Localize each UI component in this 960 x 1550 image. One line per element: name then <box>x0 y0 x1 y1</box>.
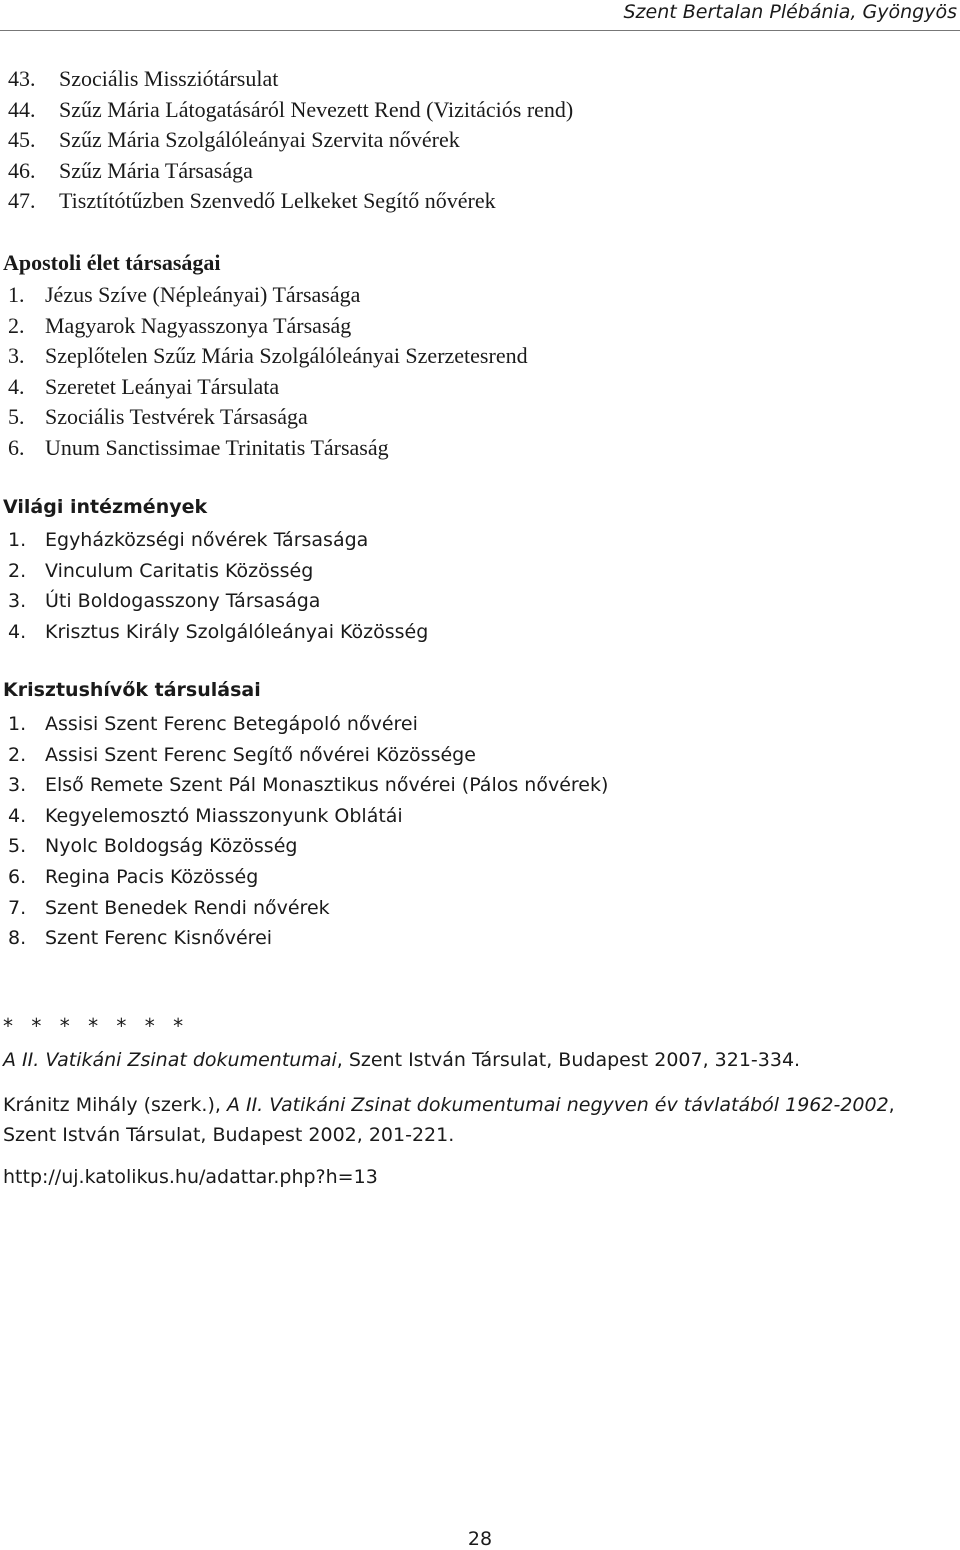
list-item <box>0 156 960 187</box>
list-item <box>0 64 960 95</box>
item-number: 8. <box>8 927 27 950</box>
item-number: 1. <box>8 282 25 307</box>
item-label: Szociális Missziótársulat <box>59 66 279 91</box>
list-item <box>0 831 960 862</box>
section-list <box>0 280 960 464</box>
reference-author: Kránitz Mihály (szerk.), <box>3 1094 227 1116</box>
list-item <box>0 311 960 342</box>
reference-title: A II. Vatikáni Zsinat dokumentumai negyven év távlatából 1962-2002 <box>226 1094 889 1116</box>
item-label: Regina Pacis Közösség <box>45 865 259 888</box>
item-label: Magyarok Nagyasszonya Társaság <box>45 312 352 338</box>
item-label: Szent Benedek Rendi nővérek <box>45 896 330 919</box>
separator-stars: * * * * * * * <box>3 1014 190 1038</box>
page-header <box>0 0 960 30</box>
item-number: 44. <box>8 96 36 122</box>
item-number: 5. <box>8 404 25 430</box>
item-number: 3. <box>8 774 27 797</box>
continued-list <box>0 64 960 217</box>
list-item <box>0 862 960 893</box>
reference-2 <box>3 1094 895 1116</box>
reference-separator: , <box>888 1094 895 1116</box>
item-label: Nyolc Boldogság Közösség <box>45 835 298 858</box>
item-label: Jézus Szíve (Népleányai) Társasága <box>45 282 361 307</box>
list-item <box>0 586 960 617</box>
item-label: Szűz Mária Társasága <box>59 157 253 183</box>
section-heading: Apostoli élet társaságai <box>3 250 221 275</box>
section-heading: Krisztushívők társulásai <box>3 679 261 701</box>
item-label: Szeretet Leányai Társulata <box>45 373 280 399</box>
item-number: 3. <box>8 343 25 369</box>
item-label: Szociális Testvérek Társasága <box>45 404 308 430</box>
item-number: 2. <box>8 312 25 338</box>
item-label: Első Remete Szent Pál Monasztikus nővérei (Pálos nővérek) <box>45 774 609 797</box>
list-item <box>0 95 960 126</box>
item-label: Unum Sanctissimae Trinitatis Társaság <box>45 434 389 460</box>
header-title: Szent Bertalan Plébánia, Gyöngyös <box>623 1 957 23</box>
item-number: 3. <box>8 590 27 613</box>
item-number: 1. <box>8 529 27 551</box>
item-number: 4. <box>8 804 27 827</box>
list-item <box>0 923 960 954</box>
list-item <box>0 770 960 801</box>
item-label: Szeplőtelen Szűz Mária Szolgálóleányai Szerzetesrend <box>45 343 528 369</box>
item-number: 43. <box>8 66 36 91</box>
section-list <box>0 525 960 647</box>
item-number: 2. <box>8 743 27 766</box>
list-item <box>0 893 960 924</box>
reference-details: , Szent István Társulat, Budapest 2007, 321-334. <box>336 1049 801 1071</box>
reference-url[interactable]: http://uj.katolikus.hu/adattar.php?h=13 <box>3 1166 378 1188</box>
item-number: 47. <box>8 188 36 214</box>
item-number: 5. <box>8 835 27 858</box>
list-item <box>0 341 960 372</box>
item-number: 4. <box>8 373 25 399</box>
item-label: Vinculum Caritatis Közösség <box>45 559 314 582</box>
item-number: 4. <box>8 620 27 643</box>
item-label: Szűz Mária Látogatásáról Nevezett Rend (Vizitációs rend) <box>59 96 574 122</box>
list-item <box>0 280 960 311</box>
item-number: 7. <box>8 896 27 919</box>
list-item <box>0 617 960 648</box>
item-label: Tisztítótűzben Szenvedő Lelkeket Segítő nővérek <box>59 188 496 214</box>
reference-1 <box>3 1049 800 1071</box>
list-item <box>0 372 960 403</box>
item-label: Úti Boldogasszony Társasága <box>45 590 321 613</box>
item-number: 6. <box>8 434 25 460</box>
list-item <box>0 125 960 156</box>
item-number: 1. <box>8 713 27 735</box>
item-label: Krisztus Király Szolgálóleányai Közösség <box>45 620 429 643</box>
list-item <box>0 525 960 556</box>
list-item <box>0 740 960 771</box>
section-list <box>0 709 960 954</box>
item-label: Assisi Szent Ferenc Segítő nővérei Közössége <box>45 743 476 766</box>
list-item <box>0 186 960 217</box>
item-label: Egyházközségi nővérek Társasága <box>45 529 369 551</box>
reference-title: A II. Vatikáni Zsinat dokumentumai <box>3 1049 337 1071</box>
header-rule <box>0 30 960 31</box>
page-number: 28 <box>467 1528 493 1550</box>
item-number: 6. <box>8 865 27 888</box>
item-label: Kegyelemosztó Miasszonyunk Oblátái <box>45 804 403 827</box>
item-number: 45. <box>8 127 36 153</box>
item-label: Szűz Mária Szolgálóleányai Szervita nővérek <box>59 127 460 153</box>
list-item <box>0 556 960 587</box>
item-label: Szent Ferenc Kisnővérei <box>45 927 273 950</box>
list-item <box>0 709 960 740</box>
list-item <box>0 402 960 433</box>
item-label: Assisi Szent Ferenc Betegápoló nővérei <box>45 713 418 735</box>
list-item <box>0 801 960 832</box>
list-item <box>0 433 960 464</box>
section-heading: Világi intézmények <box>3 496 208 518</box>
item-number: 2. <box>8 559 27 582</box>
reference-2-line2: Szent István Társulat, Budapest 2002, 201-221. <box>3 1124 455 1146</box>
item-number: 46. <box>8 157 36 183</box>
